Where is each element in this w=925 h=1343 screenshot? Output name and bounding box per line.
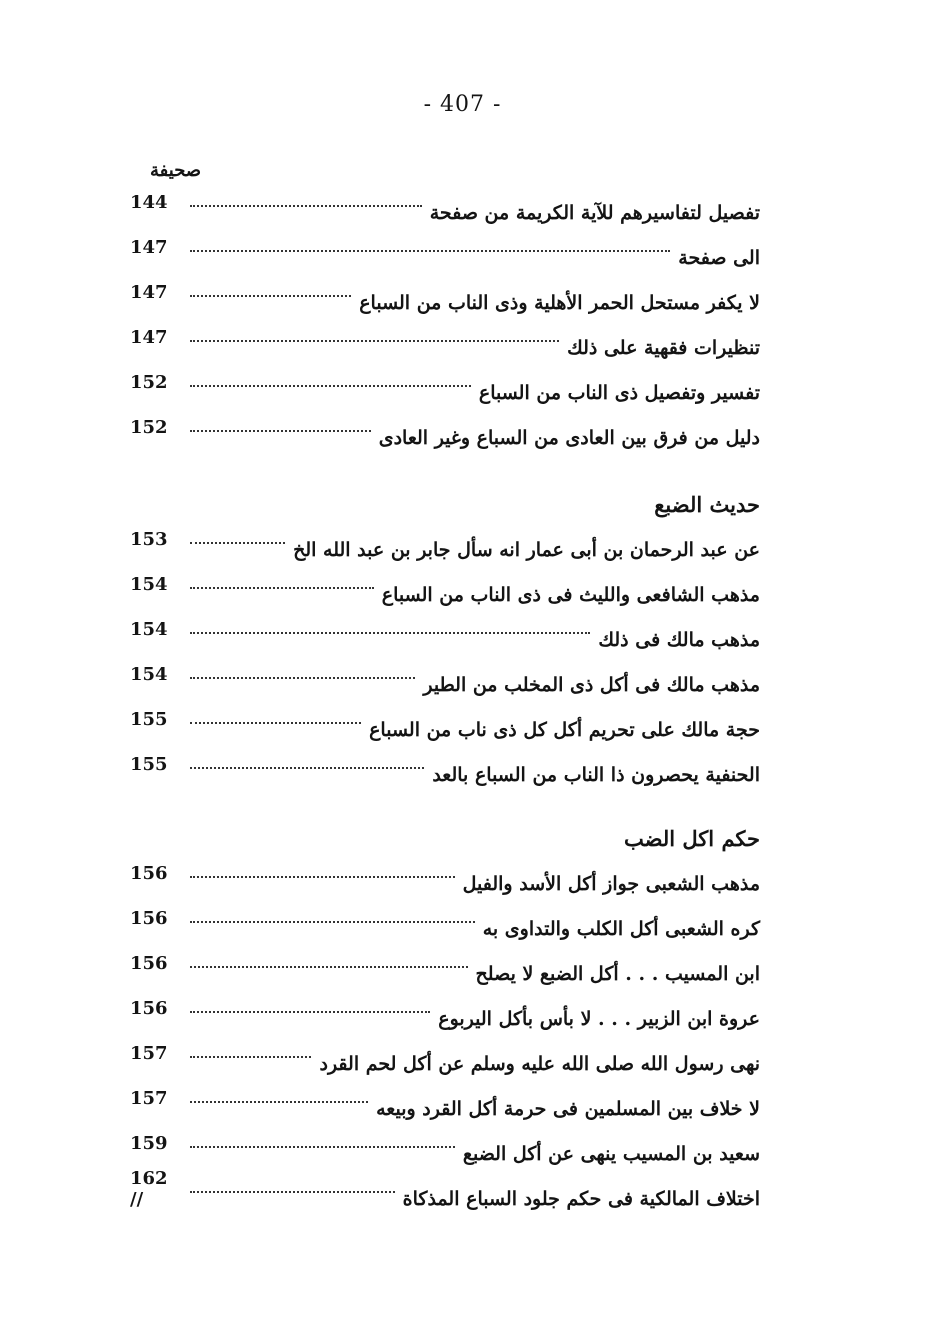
entry-title: كره الشعبى أكل الكلب والتداوى به bbox=[482, 917, 760, 940]
toc-entry bbox=[130, 572, 760, 617]
dot-leader bbox=[190, 429, 371, 432]
toc-entry bbox=[130, 906, 760, 951]
dot-leader bbox=[190, 541, 285, 544]
toc-entry bbox=[130, 861, 760, 906]
dot-leader bbox=[190, 1190, 395, 1193]
entry-page-number: 147 bbox=[130, 282, 168, 303]
toc-entry bbox=[130, 996, 760, 1041]
entry-page-number: 144 bbox=[130, 192, 168, 213]
toc-entry bbox=[130, 190, 760, 235]
entry-title: تنظيرات فقهية على ذلك bbox=[567, 336, 760, 359]
dot-leader bbox=[190, 294, 351, 297]
toc-entry bbox=[130, 1041, 760, 1086]
entry-title: مذهب مالك فى ذلك bbox=[598, 628, 760, 651]
entry-page-number: 156 bbox=[130, 953, 168, 974]
entry-title: مذهب مالك فى أكل ذى المخلب من الطير bbox=[423, 673, 760, 696]
dot-leader bbox=[190, 965, 468, 968]
entry-title: الحنفية يحصرون ذا الناب من السباع بالعد bbox=[432, 763, 760, 786]
entry-page-number: 154 bbox=[130, 574, 168, 595]
dot-leader bbox=[190, 766, 424, 769]
toc-entry bbox=[130, 1167, 760, 1221]
dot-leader bbox=[190, 875, 455, 878]
dot-leader bbox=[190, 1055, 311, 1058]
entry-title: تفصيل لتفاسيرهم للآية الكريمة من صفحة bbox=[429, 201, 760, 224]
entry-title: عن عبد الرحمان بن أبى عمار انه سأل جابر بن عبد الله الخ bbox=[293, 538, 760, 561]
toc-entry bbox=[130, 325, 760, 370]
toc-entry bbox=[130, 527, 760, 572]
entry-title: عروة ابن الزبير . . . لا بأس بأكل اليربوع bbox=[438, 1007, 760, 1030]
entry-page-number: 157 bbox=[130, 1043, 168, 1064]
dot-leader bbox=[190, 631, 590, 634]
entry-title: دليل من فرق بين العادى من السباع وغير العادى bbox=[378, 426, 760, 449]
entry-title: نهى رسول الله صلى الله عليه وسلم عن أكل لحم القرد bbox=[319, 1052, 760, 1075]
dot-leader bbox=[190, 1010, 430, 1013]
entry-page-number: 152 bbox=[130, 417, 168, 438]
toc-entry bbox=[130, 1131, 760, 1176]
entry-page-number: 154 bbox=[130, 619, 168, 640]
dot-leader bbox=[190, 586, 374, 589]
entry-page-number: 153 bbox=[130, 529, 168, 550]
entry-page-number: 147 bbox=[130, 327, 168, 348]
entry-title: مذهب الشعبى جواز أكل الأسد والفيل bbox=[462, 872, 760, 895]
section-heading: حكم اكل الضب bbox=[624, 826, 760, 851]
entry-page-number: 152 bbox=[130, 372, 168, 393]
entry-page-number: 157 bbox=[130, 1088, 168, 1109]
entry-page-number: 162 // bbox=[130, 1167, 168, 1210]
entry-page-number: 156 bbox=[130, 908, 168, 929]
entry-page-number: 147 bbox=[130, 237, 168, 258]
dot-leader bbox=[190, 1145, 455, 1148]
dot-leader bbox=[190, 204, 422, 207]
entry-page-number: 159 bbox=[130, 1133, 168, 1154]
dot-leader bbox=[190, 676, 415, 679]
dot-leader bbox=[190, 339, 559, 342]
section-heading: حديث الضبع bbox=[654, 492, 760, 517]
toc-entry bbox=[130, 752, 760, 797]
entry-page-number: 155 bbox=[130, 754, 168, 775]
toc-entry bbox=[130, 662, 760, 707]
toc-entry bbox=[130, 370, 760, 415]
entry-title: تفسير وتفصيل ذى الناب من السباع bbox=[478, 381, 760, 404]
toc-section-1 bbox=[130, 190, 760, 460]
toc-entry bbox=[130, 280, 760, 325]
dot-leader bbox=[190, 1100, 368, 1103]
page-column-label: صحيفة bbox=[150, 160, 202, 181]
entry-title: لا خلاف بين المسلمين فى حرمة أكل القرد وبيعه bbox=[376, 1097, 760, 1120]
toc-entry bbox=[130, 235, 760, 280]
entry-title: ابن المسيب . . . أكل الضبع لا يصلح bbox=[475, 962, 760, 985]
entry-title: اختلاف المالكية فى حكم جلود السباع المذكاة bbox=[402, 1187, 760, 1210]
entry-page-number: 156 bbox=[130, 863, 168, 884]
entry-title: حجة مالك على تحريم أكل كل ذى ناب من السباع bbox=[369, 718, 760, 741]
entry-page-number: 155 bbox=[130, 709, 168, 730]
entry-title: مذهب الشافعى والليث فى ذى الناب من السباع bbox=[381, 583, 760, 606]
entry-title: سعيد بن المسيب ينهى عن أكل الضبع bbox=[462, 1142, 760, 1165]
toc-entry bbox=[130, 707, 760, 752]
entry-page-number: 156 bbox=[130, 998, 168, 1019]
dot-leader bbox=[190, 920, 475, 923]
entry-title: لا يكفر مستحل الحمر الأهلية وذى الناب من السباع bbox=[359, 291, 760, 314]
page-number: - 407 - bbox=[423, 92, 502, 117]
entry-page-number: 154 bbox=[130, 664, 168, 685]
toc-entry bbox=[130, 415, 760, 460]
dot-leader bbox=[190, 721, 361, 724]
dot-leader bbox=[190, 249, 670, 252]
toc-entry bbox=[130, 1086, 760, 1131]
toc-section-2 bbox=[130, 483, 760, 797]
entry-title: الى صفحة bbox=[678, 246, 760, 269]
dot-leader bbox=[190, 384, 471, 387]
toc-entry bbox=[130, 951, 760, 996]
toc-section-3 bbox=[130, 817, 760, 1221]
toc-entry bbox=[130, 617, 760, 662]
